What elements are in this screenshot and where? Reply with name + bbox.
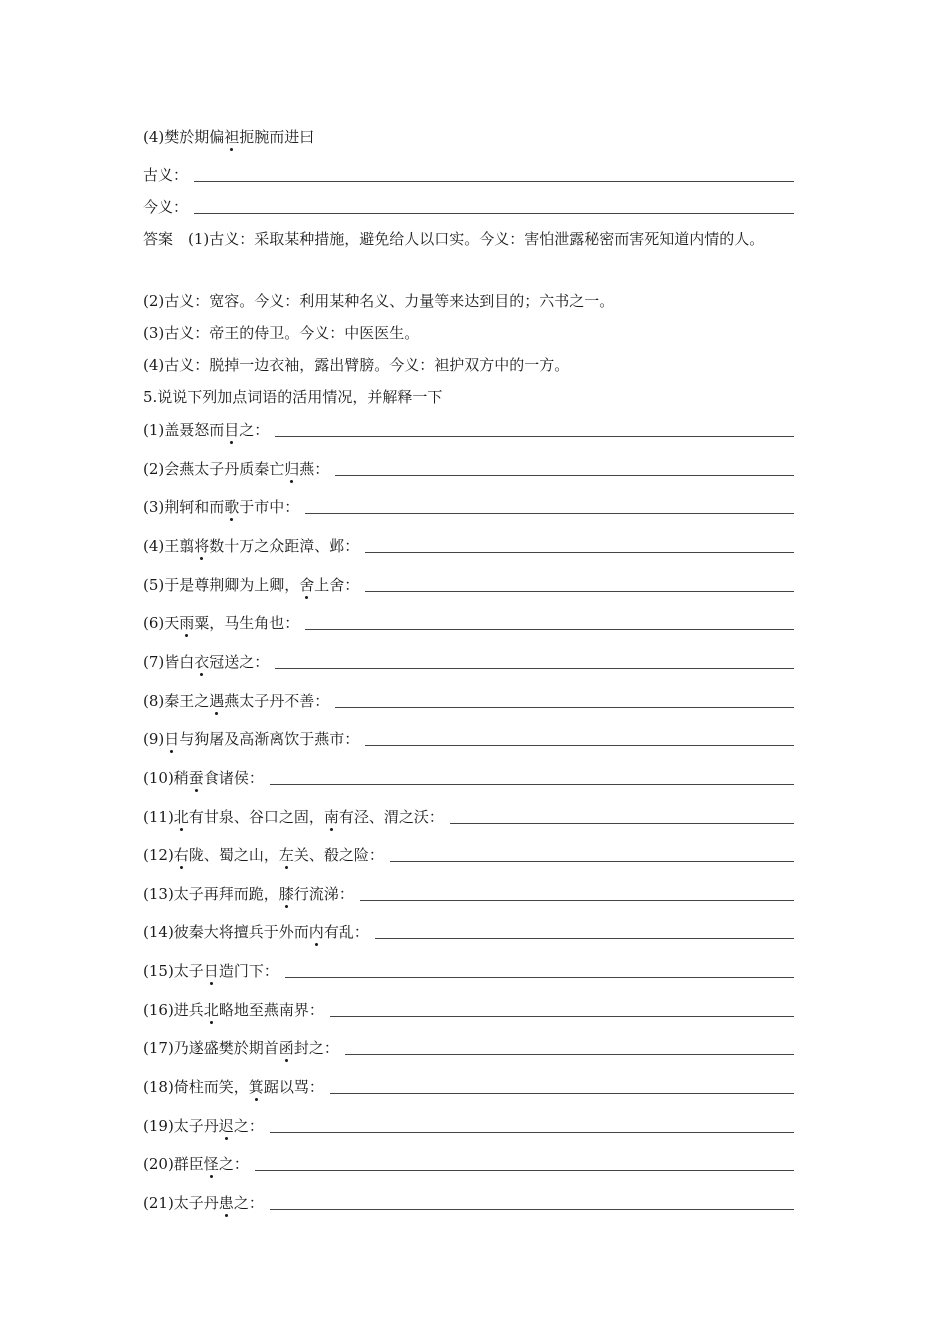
item-prefix: (16)进兵 xyxy=(143,1001,204,1019)
item-suffix: 踞以骂： xyxy=(263,1078,324,1096)
question-item xyxy=(143,690,794,712)
item-suffix: 燕太子丹不善： xyxy=(224,692,330,710)
question-item xyxy=(143,1192,794,1214)
question-item xyxy=(143,1076,794,1098)
dotted-word: 左 xyxy=(278,846,294,864)
question-item xyxy=(143,651,794,673)
dotted-word: 南 xyxy=(323,808,339,826)
item-prefix: (17)乃遂盛樊於期首 xyxy=(143,1039,279,1057)
item-prefix: (21)太子丹 xyxy=(143,1194,219,1212)
dotted-word: 雨 xyxy=(179,614,195,632)
item-suffix: 有乱： xyxy=(323,923,369,941)
answer-blank[interactable] xyxy=(450,823,794,824)
question-4-prompt xyxy=(143,126,314,148)
item-text xyxy=(143,496,299,518)
item-text xyxy=(143,806,444,828)
answer-blank[interactable] xyxy=(330,1016,794,1017)
item-text xyxy=(143,419,269,441)
item-suffix: 封之： xyxy=(293,1039,339,1057)
item-text xyxy=(143,1076,324,1098)
answer-blank[interactable] xyxy=(255,1170,794,1171)
item-prefix: (12) xyxy=(143,846,174,864)
dotted-word: 箕 xyxy=(248,1078,264,1096)
item-prefix: (1)盖聂怒而 xyxy=(143,421,225,439)
dotted-word: 怪 xyxy=(203,1155,219,1173)
answer-blank[interactable] xyxy=(285,977,794,978)
question-item xyxy=(143,883,794,905)
dotted-word: 目 xyxy=(224,421,240,439)
item-text xyxy=(143,960,279,982)
prompt-text: 扼腕而进曰 xyxy=(239,128,315,146)
question-item xyxy=(143,728,794,750)
item-suffix: 之： xyxy=(233,1194,264,1212)
item-text xyxy=(143,574,359,596)
dotted-word: 函 xyxy=(278,1039,294,1057)
item-prefix: (9) xyxy=(143,730,165,748)
item-suffix: 数十万之众距漳、邺： xyxy=(209,537,360,555)
answer-blank[interactable] xyxy=(330,1093,794,1094)
item-suffix: 食诸侯： xyxy=(203,769,264,787)
item-suffix: 之： xyxy=(218,1155,249,1173)
answer-blank[interactable] xyxy=(345,1054,794,1055)
item-suffix: 之： xyxy=(233,1117,264,1135)
item-prefix: (2)会燕太子丹质秦亡 xyxy=(143,460,285,478)
answer-blank[interactable] xyxy=(270,1209,794,1210)
item-prefix: (11) xyxy=(143,808,174,826)
answer-blank[interactable] xyxy=(335,475,794,476)
item-suffix: 与狗屠及高渐离饮于燕市： xyxy=(179,730,360,748)
answer-text: (1)古义：采取某种措施，避免给人以口实。今义：害怕泄露秘密而害死知道内情的人。 xyxy=(188,230,765,248)
question-item xyxy=(143,767,794,789)
gu-yi-row xyxy=(143,164,794,186)
item-prefix: (13)太子再拜而跪， xyxy=(143,885,279,903)
answer-1 xyxy=(143,224,808,254)
item-text xyxy=(143,535,359,557)
item-suffix: 造门下： xyxy=(218,962,279,980)
item-prefix: (10)稍 xyxy=(143,769,189,787)
answer-2: (2)古义：宽容。今义：利用某种名义、力量等来达到目的；六书之一。 xyxy=(143,292,615,310)
dotted-word: 日 xyxy=(164,730,180,748)
answer-blank[interactable] xyxy=(390,861,794,862)
question-5-title: 5.说说下列加点词语的活用情况，并解释一下 xyxy=(143,388,443,406)
dotted-word: 迟 xyxy=(218,1117,234,1135)
item-text xyxy=(143,612,299,634)
item-text xyxy=(143,1153,249,1175)
question-item xyxy=(143,535,794,557)
item-prefix: (7)皆白 xyxy=(143,653,195,671)
answer-3: (3)古义：帝王的侍卫。今义：中医医生。 xyxy=(143,324,420,342)
question-item xyxy=(143,1115,794,1137)
question-item xyxy=(143,1153,794,1175)
question-item xyxy=(143,806,794,828)
prompt-text: (4)樊於期偏 xyxy=(143,128,225,146)
dotted-word: 日 xyxy=(203,962,219,980)
item-text xyxy=(143,1037,339,1059)
item-text xyxy=(143,728,359,750)
jin-yi-row xyxy=(143,196,794,218)
item-prefix: (19)太子丹 xyxy=(143,1117,219,1135)
item-suffix: 冠送之： xyxy=(209,653,270,671)
dotted-word: 衣 xyxy=(194,653,210,671)
answer-blank[interactable] xyxy=(365,591,794,592)
dotted-word: 袒 xyxy=(224,128,240,146)
dotted-word: 北 xyxy=(173,808,189,826)
item-suffix: 上舍： xyxy=(314,576,360,594)
answer-blank[interactable] xyxy=(275,668,794,669)
item-prefix: (3)荆轲和而 xyxy=(143,498,225,516)
item-prefix: (20)群臣 xyxy=(143,1155,204,1173)
dotted-word: 内 xyxy=(308,923,324,941)
dotted-word: 舍 xyxy=(299,576,315,594)
item-suffix: 粟，马生角也： xyxy=(194,614,300,632)
item-suffix: 略地至燕南界： xyxy=(218,1001,324,1019)
item-prefix: (4)王翦 xyxy=(143,537,195,555)
item-suffix: 行流涕： xyxy=(293,885,354,903)
item-prefix: (14)彼秦大将擅兵于外而 xyxy=(143,923,309,941)
answer-blank[interactable] xyxy=(375,938,794,939)
question-item xyxy=(143,496,794,518)
dotted-word: 北 xyxy=(203,1001,219,1019)
jin-yi-label: 今义： xyxy=(143,198,189,216)
question-item xyxy=(143,574,794,596)
item-prefix: (15)太子 xyxy=(143,962,204,980)
item-prefix: (6)天 xyxy=(143,614,180,632)
item-text xyxy=(143,1192,264,1214)
dotted-word: 歌 xyxy=(224,498,240,516)
gu-yi-label: 古义： xyxy=(143,166,189,184)
item-text xyxy=(143,883,354,905)
item-suffix: 燕： xyxy=(299,460,330,478)
item-suffix: 关、殽之险： xyxy=(293,846,384,864)
answer-blank[interactable] xyxy=(305,629,794,630)
item-text xyxy=(143,458,329,480)
answer-blank[interactable] xyxy=(365,745,794,746)
answer-blank[interactable] xyxy=(270,784,794,785)
answer-blank[interactable] xyxy=(275,436,794,437)
answer-4: (4)古义：脱掉一边衣袖，露出臂膀。今义：袒护双方中的一方。 xyxy=(143,356,570,374)
dotted-word: 归 xyxy=(284,460,300,478)
item-suffix: 有甘泉、谷口之固， xyxy=(188,808,324,826)
item-suffix: 之： xyxy=(239,421,270,439)
dotted-word: 遇 xyxy=(209,692,225,710)
answer-blank[interactable] xyxy=(360,900,794,901)
question-item xyxy=(143,419,794,441)
item-prefix: (5)于是尊荆卿为上卿， xyxy=(143,576,300,594)
answer-blank[interactable] xyxy=(194,181,794,182)
answer-label: 答案 xyxy=(143,230,174,248)
answer-blank[interactable] xyxy=(270,1132,794,1133)
answer-blank[interactable] xyxy=(305,513,794,514)
item-text xyxy=(143,921,369,943)
dotted-word: 膝 xyxy=(278,885,294,903)
item-suffix: 有泾、渭之沃： xyxy=(338,808,444,826)
answer-blank[interactable] xyxy=(194,213,794,214)
dotted-word: 将 xyxy=(194,537,210,555)
item-text xyxy=(143,999,324,1021)
question-item xyxy=(143,612,794,634)
question-item xyxy=(143,999,794,1021)
item-text xyxy=(143,767,264,789)
question-item xyxy=(143,1037,794,1059)
item-text xyxy=(143,844,384,866)
question-item xyxy=(143,458,794,480)
item-suffix: 于市中： xyxy=(239,498,300,516)
dotted-word: 蚕 xyxy=(188,769,204,787)
question-item xyxy=(143,844,794,866)
item-text xyxy=(143,690,329,712)
answer-blank[interactable] xyxy=(335,707,794,708)
dotted-word: 患 xyxy=(218,1194,234,1212)
dotted-word: 右 xyxy=(173,846,189,864)
item-text xyxy=(143,1115,264,1137)
question-item xyxy=(143,921,794,943)
question-item xyxy=(143,960,794,982)
item-prefix: (18)倚柱而笑， xyxy=(143,1078,249,1096)
answer-blank[interactable] xyxy=(365,552,794,553)
item-suffix: 陇、蜀之山， xyxy=(188,846,279,864)
item-prefix: (8)秦王之 xyxy=(143,692,210,710)
item-text xyxy=(143,651,269,673)
